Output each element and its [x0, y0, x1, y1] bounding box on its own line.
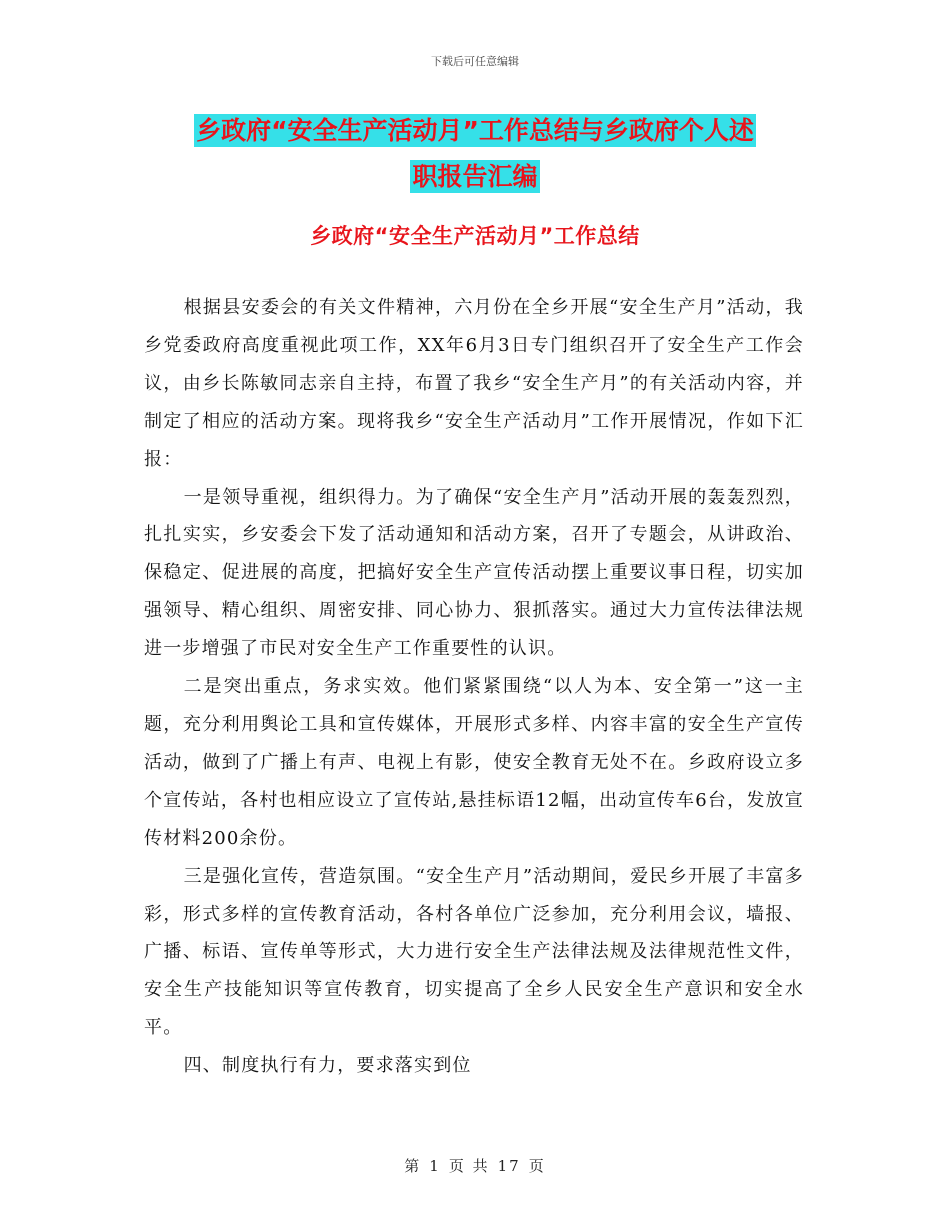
footer-total-pages: 17 [497, 1157, 521, 1175]
paragraph-point-3: 三是强化宣传，营造氛围。“安全生产月”活动期间，爱民乡开展了丰富多彩，形式多样的宣传教育活动，各村各单位广泛参加，充分利用会议，墙报、广播、标语、宣传单等形式，大力进行安全生产法律法规及法律规范性文件，安全生产技能知识等宣传教育，切实提高了全乡人民安全生产意识和安全水平。 [144, 865, 804, 1039]
document-title-line-2: 职报告汇编 [412, 162, 538, 191]
section-title: 乡政府“安全生产活动月”工作总结 [310, 224, 640, 248]
footer-page-number: 1 [429, 1157, 441, 1175]
paragraph-point-1: 一是领导重视，组织得力。为了确保“安全生产月”活动开展的轰轰烈烈，扎扎实实，乡安委会下发了活动通知和活动方案，召开了专题会，从讲政治、保稳定、促进展的高度，把搞好安全生产宣传活动摆上重要议事日程，切实加强领导、精心组织、周密安排、同心协力、狠抓落实。通过大力宣传法律法规进一步增强了市民对安全生产工作重要性的认识。 [144, 486, 804, 660]
document-title-line-1: 乡政府“安全生产活动月”工作总结与乡政府个人述 [196, 116, 754, 145]
footer-middle: 页 共 [448, 1157, 490, 1175]
document-title [0, 108, 950, 200]
footer-prefix: 第 [404, 1157, 422, 1175]
document-body [144, 289, 804, 1085]
header-note: 下载后可任意编辑 [431, 55, 519, 68]
paragraph-intro: 根据县安委会的有关文件精神，六月份在全乡开展“安全生产月”活动，我乡党委政府高度重视此项工作，XX年6月3日专门组织召开了安全生产工作会议，由乡长陈敏同志亲自主持，布置了我乡“安全生产月”的有关活动内容，并制定了相应的活动方案。现将我乡“安全生产活动月”工作开展情况，作如下汇报： [144, 297, 804, 470]
footer-suffix: 页 [528, 1157, 546, 1175]
page-footer [0, 1155, 950, 1176]
paragraph-point-4: 四、制度执行有力，要求落实到位 [183, 1055, 472, 1077]
paragraph-point-2: 二是突出重点，务求实效。他们紧紧围绕“以人为本、安全第一”这一主题，充分利用舆论工具和宣传媒体，开展形式多样、内容丰富的安全生产宣传活动，做到了广播上有声、电视上有影，使安全教育无处不在。乡政府设立多个宣传站，各村也相应设立了宣传站,悬挂标语12幅，出动宣传车6台，发放宣传材料200余份。 [144, 676, 804, 849]
